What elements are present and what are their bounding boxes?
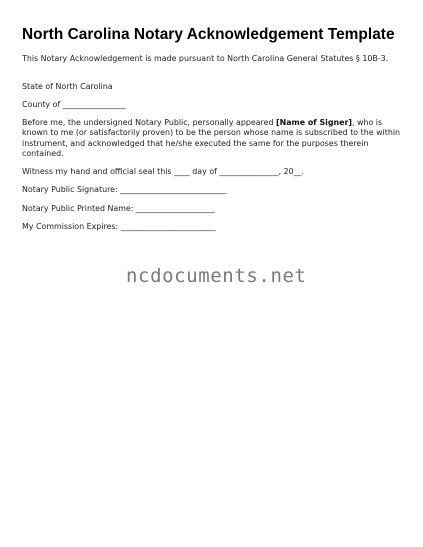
witness-line: Witness my hand and official seal this ____ day of _______________, 20__. [22, 167, 305, 176]
commission-expires-line: My Commission Expires: ________________________ [22, 222, 216, 231]
intro-paragraph: This Notary Acknowledgement is made pursuant to North Carolina General Statutes § 10B-3. [22, 54, 389, 63]
watermark-text: ncdocuments.net [126, 265, 307, 287]
acknowledgement-paragraph [22, 118, 407, 159]
document-title: North Carolina Notary Acknowledgement Template [22, 26, 395, 43]
county-line: County of ________________ [22, 100, 126, 109]
state-line: State of North Carolina [22, 82, 113, 91]
notary-printed-name-line: Notary Public Printed Name: ____________________ [22, 204, 215, 213]
signer-name-placeholder: [Name of Signer] [276, 118, 352, 127]
acknowledgement-suffix: , who is known to me (or satisfactorily proven) to be the person whose name is subscribed to the within instrument, and acknowledged that he/she executed the same for the purposes therein contained. [22, 118, 401, 158]
acknowledgement-prefix: Before me, the undersigned Notary Public, personally appeared [22, 118, 276, 127]
notary-signature-line: Notary Public Signature: ___________________________ [22, 185, 227, 194]
